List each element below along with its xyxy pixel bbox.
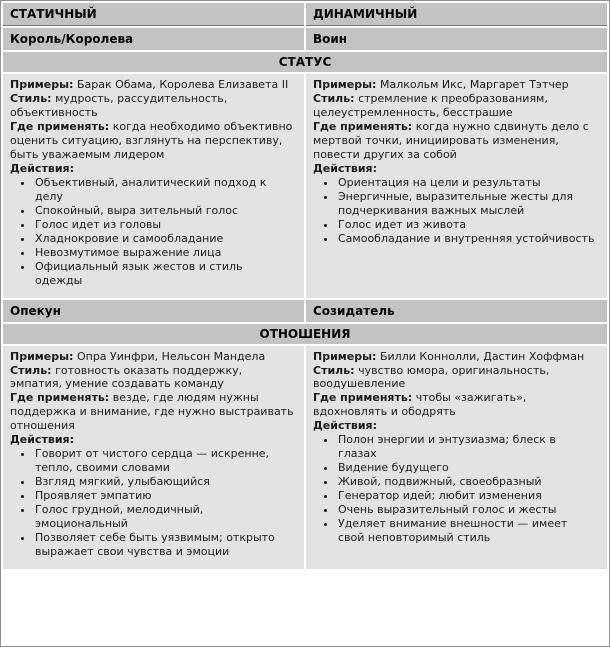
cell-status-static [3,74,304,298]
action-item: • Видение будущего [337,461,596,475]
style-text: готовность оказать поддержку, эмпатия, умение создавать команду [10,363,243,391]
action-item: • Проявляет эмпатию [34,489,293,503]
content-row-status [3,74,607,298]
action-item: • Объективный, аналитический подход к делу [34,176,293,204]
action-item: • Живой, подвижный, своеобразный [337,475,596,489]
style-label: Стиль: [313,91,355,105]
column-header-dynamic: ДИНАМИЧНЫЙ [306,3,607,26]
where-label: Где применять: [10,119,110,133]
action-item: • Самообладание и внутренняя устойчивость [337,232,596,246]
examples-text: Опра Уинфри, Нельсон Мандела [73,349,266,363]
archetype-cell-warrior: Воин [306,28,607,50]
actions-label: Действия: [313,419,377,433]
action-item: • Позволяет себе быть уязвимым; открыто выражает свои чувства и эмоции [34,531,293,559]
style-label: Стиль: [10,363,52,377]
action-item: • Голос идет из живота [337,218,596,232]
examples-label: Примеры: [313,78,377,91]
examples-line [313,350,600,364]
actions-list [10,447,297,559]
action-item: • Взгляд мягкий, улыбающийся [34,475,293,489]
cell-status-dynamic [306,74,607,298]
actions-list [313,176,600,246]
examples-label: Примеры: [313,349,377,363]
actions-heading [10,162,297,176]
column-header-static: СТАТИЧНЫЙ [3,3,304,26]
actions-label: Действия: [313,161,377,175]
style-line [313,364,600,392]
examples-label: Примеры: [10,78,74,91]
actions-list [10,176,297,288]
action-item: • Спокойный, выра зительный голос [34,204,293,218]
where-text: когда нужно сдвинуть дело с мертвой точки, инициировать изменения, повести других за собой [313,119,589,161]
where-line [313,120,600,162]
archetype-cell-king-queen: Король/Королева [3,28,304,50]
section-title-relations: ОТНОШЕНИЯ [3,324,607,344]
examples-line [313,78,600,92]
style-label: Стиль: [10,91,52,105]
examples-text: Малкольм Икс, Маргарет Тэтчер [376,78,569,91]
section-row-status [3,52,607,72]
examples-label: Примеры: [10,349,74,363]
style-line [10,92,297,120]
style-line [10,364,297,392]
section-row-relations [3,324,607,344]
actions-heading [313,162,600,176]
archetype-row-status [3,28,607,50]
section-title-status: СТАТУС [3,52,607,72]
where-line [10,120,297,162]
examples-text: Билли Коннолли, Дастин Хоффман [376,349,585,363]
archetypes-table [1,1,609,571]
cell-relations-dynamic [306,346,607,570]
style-label: Стиль: [313,363,355,377]
examples-line [10,78,297,92]
where-label: Где применять: [10,391,110,405]
where-label: Где применять: [313,391,413,405]
where-text: чтобы «зажигать», вдохновлять и ободрять [313,391,527,419]
style-line [313,92,600,120]
action-item: • Официальный язык жестов и стиль одежды [34,260,293,288]
action-item: • Говорит от чистого сердца — искренне, тепло, своими словами [34,447,293,475]
action-item: • Уделяет внимание внешности — имеет свой неповторимый стиль [337,517,596,545]
where-line [313,391,600,419]
action-item: • Хладнокровие и самообладание [34,232,293,246]
style-text: мудрость, рассудительность, объективность [10,91,228,119]
examples-text: Барак Обама, Королева Елизавета II [73,78,289,91]
actions-label: Действия: [10,433,74,447]
action-item: • Невозмутимое выражение лица [34,246,293,260]
style-text: чувство юмора, оригинальность, воодушевление [313,363,550,391]
where-text: когда необходимо объективно оценить ситуацию, взглянуть на перспективу, быть уважаемым лидером [10,119,293,161]
archetype-cell-caregiver: Опекун [3,300,304,322]
action-item: • Голос идет из головы [34,218,293,232]
actions-heading [313,419,600,433]
action-item: • Очень выразительный голос и жесты [337,503,596,517]
content-row-relations [3,346,607,570]
action-item: • Генератор идей; любит изменения [337,489,596,503]
action-item: • Голос грудной, мелодичный, эмоциональный [34,503,293,531]
style-text: стремление к преобразованиям, целеустремленность, бесстрашие [313,91,548,119]
where-label: Где применять: [313,119,413,133]
action-item: • Полон энергии и энтузиазма; блеск в глазах [337,433,596,461]
archetype-cell-creator: Созидатель [306,300,607,322]
action-item: • Энергичные, выразительные жесты для подчеркивания важных мыслей [337,190,596,218]
actions-heading [10,433,297,447]
examples-line [10,350,297,364]
where-line [10,391,297,433]
action-item: • Ориентация на цели и результаты [337,176,596,190]
where-text: везде, где людям нужны поддержка и внимание, где нужно выстраивать отношения [10,391,294,433]
actions-label: Действия: [10,161,74,175]
actions-list [313,433,600,545]
archetype-row-relations [3,300,607,322]
column-header-row [3,3,607,26]
cell-relations-static [3,346,304,570]
